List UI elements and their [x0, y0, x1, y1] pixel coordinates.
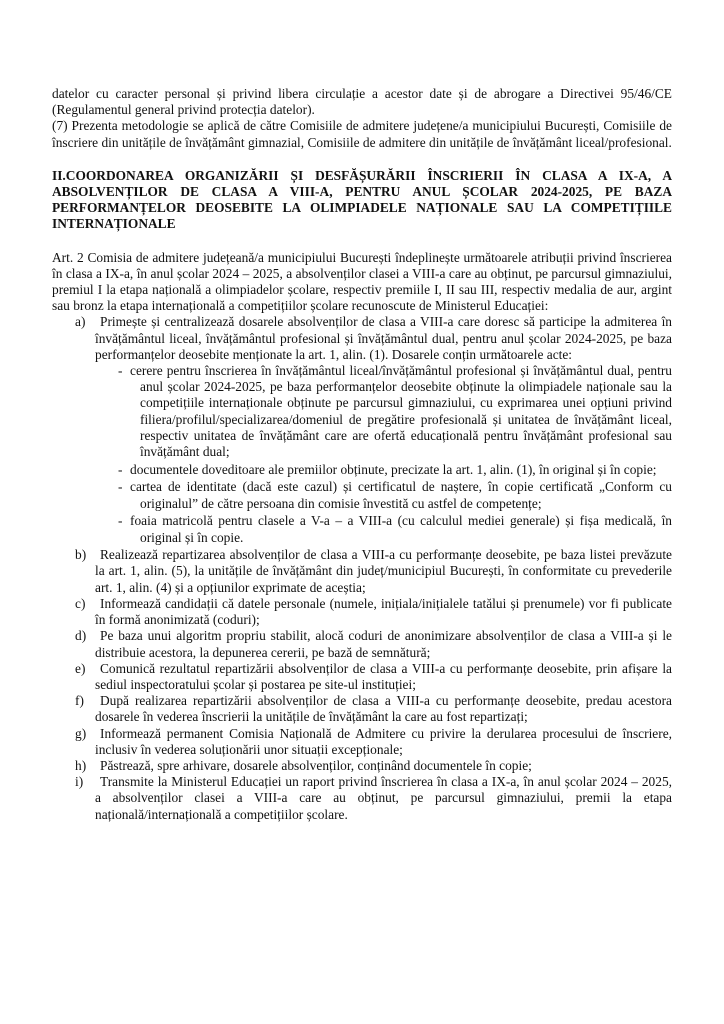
list-marker: e) — [75, 660, 86, 676]
list-item-text: Păstrează, spre arhivare, dosarele absolvenților, conținând documentele în copie; — [100, 757, 532, 773]
list-item-d — [52, 628, 672, 660]
list-marker: g) — [75, 725, 87, 741]
sub-item-request-form — [52, 363, 672, 460]
paragraph-7: (7) Prezenta metodologie se aplică de către Comisiile de admitere județene/a municipiului București, Comisiile de înscriere din unitățile de învățământ gimnazial, Comisiile de admitere din unitățile de învățământ liceal/profesional. — [52, 118, 672, 150]
list-marker: c) — [75, 595, 86, 611]
list-item-text: Realizează repartizarea absolvenților de clasa a VIII-a cu performanțe deosebite, pe baza listei prevăzute la art. 1, alin. (5), la unitățile de învățământ din județ/municipiul București, în conformitate cu prevederile art. 1, alin. (4) și a opțiunilor exprimate de aceștia; — [95, 547, 672, 595]
list-item-text: Pe baza unui algoritm propriu stabilit, alocă coduri de anonimizare absolvenților de clasa a VIII-a și le distribuie acestora, la depunerea cererii, pe bază de semnătură; — [95, 628, 672, 660]
spacer — [52, 151, 672, 168]
list-item-e — [52, 661, 672, 693]
list-marker: f) — [75, 693, 84, 709]
sub-item-text: cerere pentru înscrierea în învățământul liceal/învățământul profesional și învățământul dual, pentru anul școlar 2024-2025, pe baza performanțelor deosebite obținute la olimpiadele naționale sau la competițiile internaționale obținute pe parcursul gimnaziului, cu exprimarea unei opțiuni privind filiera/profilul/specializarea/domeniul de pregătire profesională și unitatea de învățământ liceal, respectiv unitatea de învățământ care are ofertă educațională pentru învățământ profesional sau învățământ dual; — [130, 363, 672, 460]
list-item-text: Transmite la Ministerul Educației un raport privind înscrierea în clasa a IX-a, în anul școlar 2024 – 2025, a absolvenților clasei a VIII-a care au obținut, pe parcursul gimnaziului, premii la etapa națională/internațională a competițiilor școlare. — [95, 774, 672, 822]
list-marker: h) — [75, 757, 87, 773]
list-item-c — [52, 596, 672, 628]
list-item-text: Informează candidații că datele personale (numele, inițiala/inițialele tatălui și prenumele) vor fi publicate în formă anonimizată (coduri); — [95, 595, 672, 628]
list-item-h — [52, 758, 672, 774]
sub-item-transcript — [52, 513, 672, 545]
sub-item-award-proofs — [52, 462, 672, 478]
dash-bullet: - — [118, 461, 123, 477]
list-item-b — [52, 547, 672, 596]
sub-item-identity-card — [52, 479, 672, 511]
list-item-text: Comunică rezultatul repartizării absolvenților de clasa a VIII-a cu performanțe deosebite, prin afișare la sediul inspectoratului școlar și postarea pe site-ul instituției; — [95, 660, 672, 692]
list-item-text: Informează permanent Comisia Națională de Admitere cu privire la derularea procesului de înscriere, inclusiv în vederea soluționării unor situații excepționale; — [95, 725, 672, 757]
document-page — [52, 86, 672, 823]
dash-bullet: - — [118, 479, 123, 495]
list-item-a — [52, 314, 672, 363]
intro-continuation: datelor cu caracter personal și privind libera circulație a acestor date și de abrogare a Directivei 95/46/CE (Regulamentul general privind protecția datelor). — [52, 86, 672, 118]
dash-bullet: - — [118, 363, 123, 379]
sub-item-text: foaia matricolă pentru clasele a V-a – a VIII-a (cu calculul mediei generale) și fișa medicală, în original și în copie. — [130, 513, 672, 545]
list-marker: a) — [75, 314, 86, 330]
list-item-f — [52, 693, 672, 725]
article-2-list — [52, 314, 672, 363]
dash-bullet: - — [118, 513, 123, 529]
list-marker: d) — [75, 628, 87, 644]
list-marker: b) — [75, 547, 87, 563]
list-item-text: După realizarea repartizării absolvenților de clasa a VIII-a cu performanțe deosebite, predau acestora dosarele în vederea înscrierii la unitățile de învățământ la care au fost repartizați; — [95, 693, 672, 725]
article-2-list-continued — [52, 547, 672, 822]
list-item-text: Primește și centralizează dosarele absolvenților de clasa a VIII-a care doresc să participe la admiterea în învățământul liceal, învățământul profesional și învățământul dual, pentru anul școlar 2024-2025, pe baza performanțelor deosebite menționate la art. 1, alin. (1). Dosarele conțin următoarele acte: — [95, 314, 672, 362]
article-2-lead: Art. 2 Comisia de admitere județeană/a municipiului București îndeplinește următoarele atribuții privind înscrierea în clasa a IX-a, în anul școlar 2024 – 2025, a absolvenților clasei a VIII-a care au obținut, pe parcursul gimnaziului, premiul I la etapa națională a olimpiadelor școlare, respectiv premiile I, II sau III, respectiv medalia de aur, argint sau bronz la etapa internațională a competițiilor școlare recunoscute de Ministerul Educației: — [52, 249, 672, 314]
list-item-g — [52, 726, 672, 758]
required-documents-list — [52, 363, 672, 546]
list-item-i — [52, 774, 672, 823]
spacer — [52, 233, 672, 250]
section-heading: II.COORDONAREA ORGANIZĂRII ȘI DESFĂȘURĂRII ÎNSCRIERII ÎN CLASA A IX-A, A ABSOLVENȚILOR DE CLASA A VIII-A, PENTRU ANUL ȘCOLAR 2024-2025, PE BAZA PERFORMANȚELOR DEOSEBITE LA OLIMPIADELE NAȚIONALE SAU LA COMPETIȚIILE INTERNAȚIONALE — [52, 167, 672, 232]
list-marker: i) — [75, 774, 84, 790]
sub-item-text: documentele doveditoare ale premiilor obținute, precizate la art. 1, alin. (1), în original și în copie; — [130, 461, 657, 477]
sub-item-text: cartea de identitate (dacă este cazul) și certificatul de naștere, în copie certificată „Conform cu originalul” de către persoana din comisie învestită cu astfel de competențe; — [130, 479, 672, 511]
